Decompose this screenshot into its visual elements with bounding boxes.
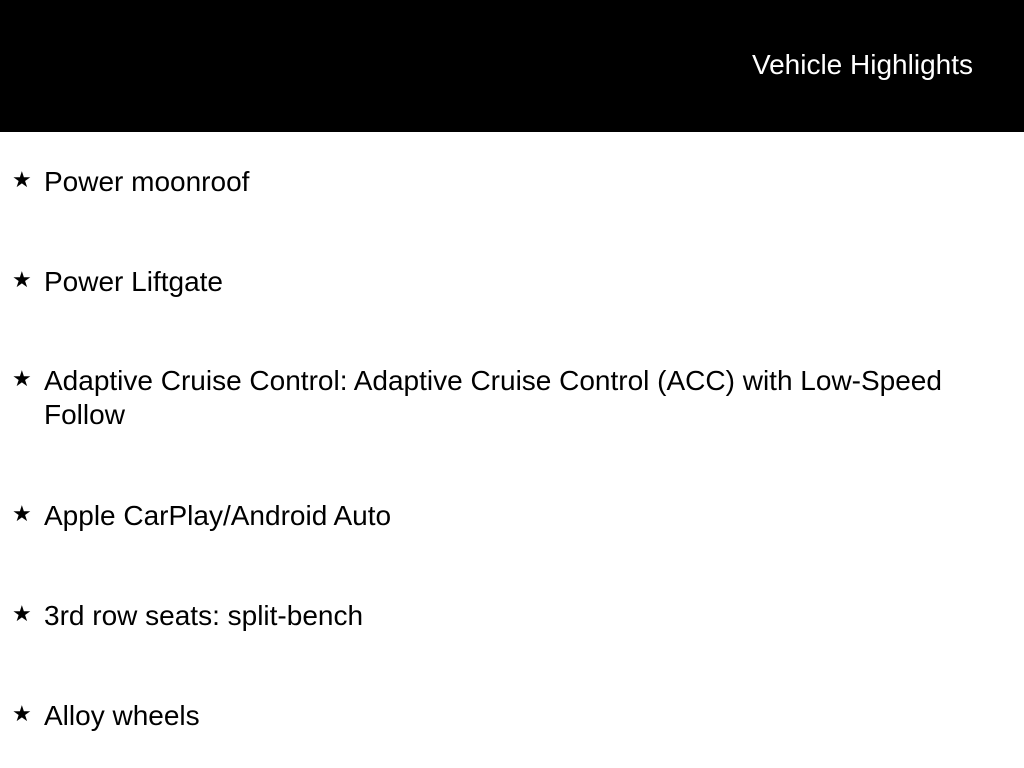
star-icon: ★ <box>12 701 32 726</box>
highlight-item-apple-carplay-android-auto <box>12 499 942 533</box>
highlight-item-power-moonroof <box>12 165 942 199</box>
star-icon: ★ <box>12 601 32 626</box>
highlight-item-alloy-wheels <box>12 699 942 733</box>
highlight-text: 3rd row seats: split-bench <box>44 600 364 631</box>
highlight-item-power-liftgate <box>12 265 942 299</box>
highlight-item-adaptive-cruise-control <box>12 364 942 432</box>
star-icon: ★ <box>12 366 32 391</box>
highlight-text: Apple CarPlay/Android Auto <box>44 500 392 531</box>
page-title: Vehicle Highlights <box>751 49 973 80</box>
highlight-text: Power Liftgate <box>44 266 223 297</box>
star-icon: ★ <box>12 167 32 192</box>
star-icon: ★ <box>12 501 32 526</box>
highlight-text: Adaptive Cruise Control: Adaptive Cruise Control (ACC) with Low-Speed Follow <box>44 365 942 430</box>
star-icon: ★ <box>12 267 32 292</box>
highlight-text: Power moonroof <box>44 166 250 197</box>
highlight-item-third-row-seats <box>12 599 942 633</box>
highlight-text: Alloy wheels <box>44 700 200 731</box>
